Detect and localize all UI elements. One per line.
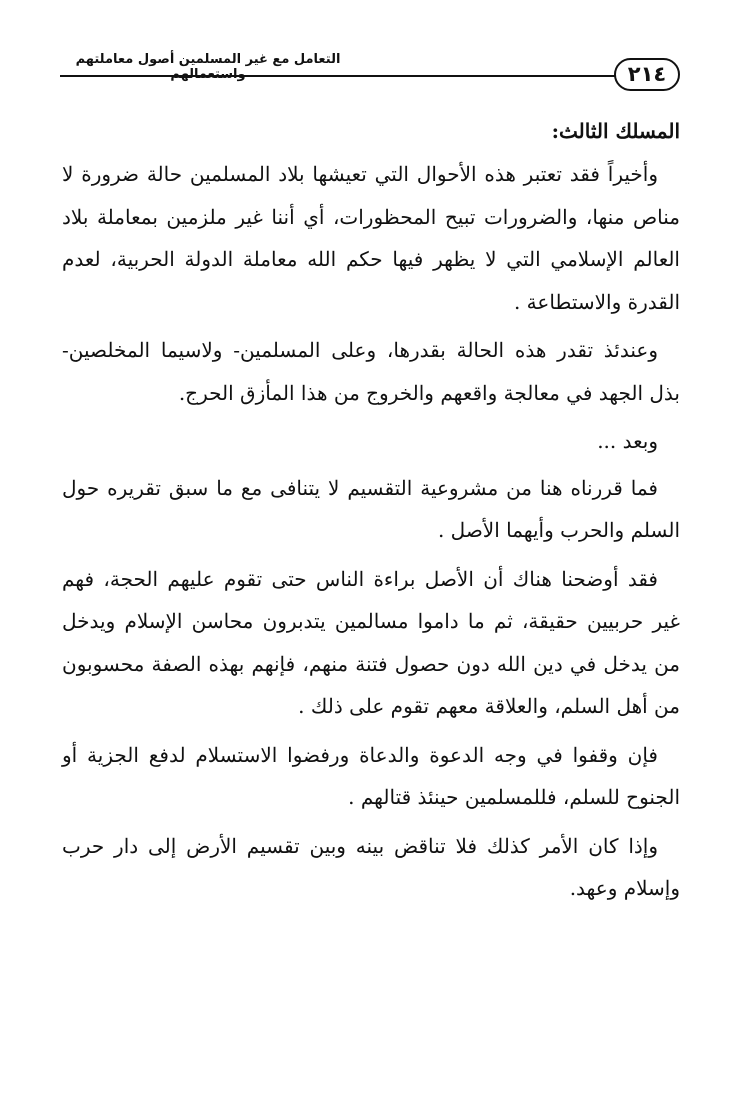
paragraph: فقد أوضحنا هناك أن الأصل براءة الناس حتى تقوم عليهم الحجة، فهم غير حربيين حقيقة، ثم ما داموا مسالمين يتدبرون محاسن الإسلام ويدخل من يدخل في دين الله دون حصول فتنة منهم، فإنهم بهذه الصفة محسوبون من أهل السلم، والعلاقة معهم تقوم على ذلك . <box>62 566 680 718</box>
paragraph: وبعد ... <box>597 429 658 453</box>
paragraph: وأخيراً فقد تعتبر هذه الأحوال التي تعيشها بلاد المسلمين حالة ضرورة لا مناص منها، والضرورات تبيح المحظورات، أي أننا غير ملزمين بمعاملة بلاد العالم الإسلامي التي لا يظهر فيها حكم الله معاملة الدولة الحربية، لعدم القدرة والاستطاعة . <box>62 162 680 314</box>
paragraph: فإن وقفوا في وجه الدعوة والدعاة ورفضوا الاستسلام لدفع الجزية أو الجنوح للسلم، فللمسلمين حينئذ قتالهم . <box>62 742 680 809</box>
running-title-text: التعامل مع غير المسلمين أصول معاملتهم <box>75 52 341 67</box>
paragraph: وإذا كان الأمر كذلك فلا تناقض بينه وبين تقسيم الأرض إلى دار حرب وإسلام وعهد. <box>62 833 680 900</box>
paragraph: وعندئذ تقدر هذه الحالة بقدرها، وعلى المسلمين- ولاسيما المخلصين- بذل الجهد في معالجة واقعهم والخروج من هذا المأزق الحرج. <box>62 338 680 405</box>
header-rule <box>60 75 620 77</box>
section-heading: المسلك الثالث: <box>551 119 680 143</box>
page-number: ٢١٤ <box>614 58 680 91</box>
paragraph: فما قررناه هنا من مشروعية التقسيم لا يتنافى مع ما سبق تقريره حول السلم والحرب وأيهما الأصل . <box>62 475 680 542</box>
page-header <box>60 50 680 100</box>
page-body <box>62 110 680 916</box>
running-title <box>60 52 680 82</box>
